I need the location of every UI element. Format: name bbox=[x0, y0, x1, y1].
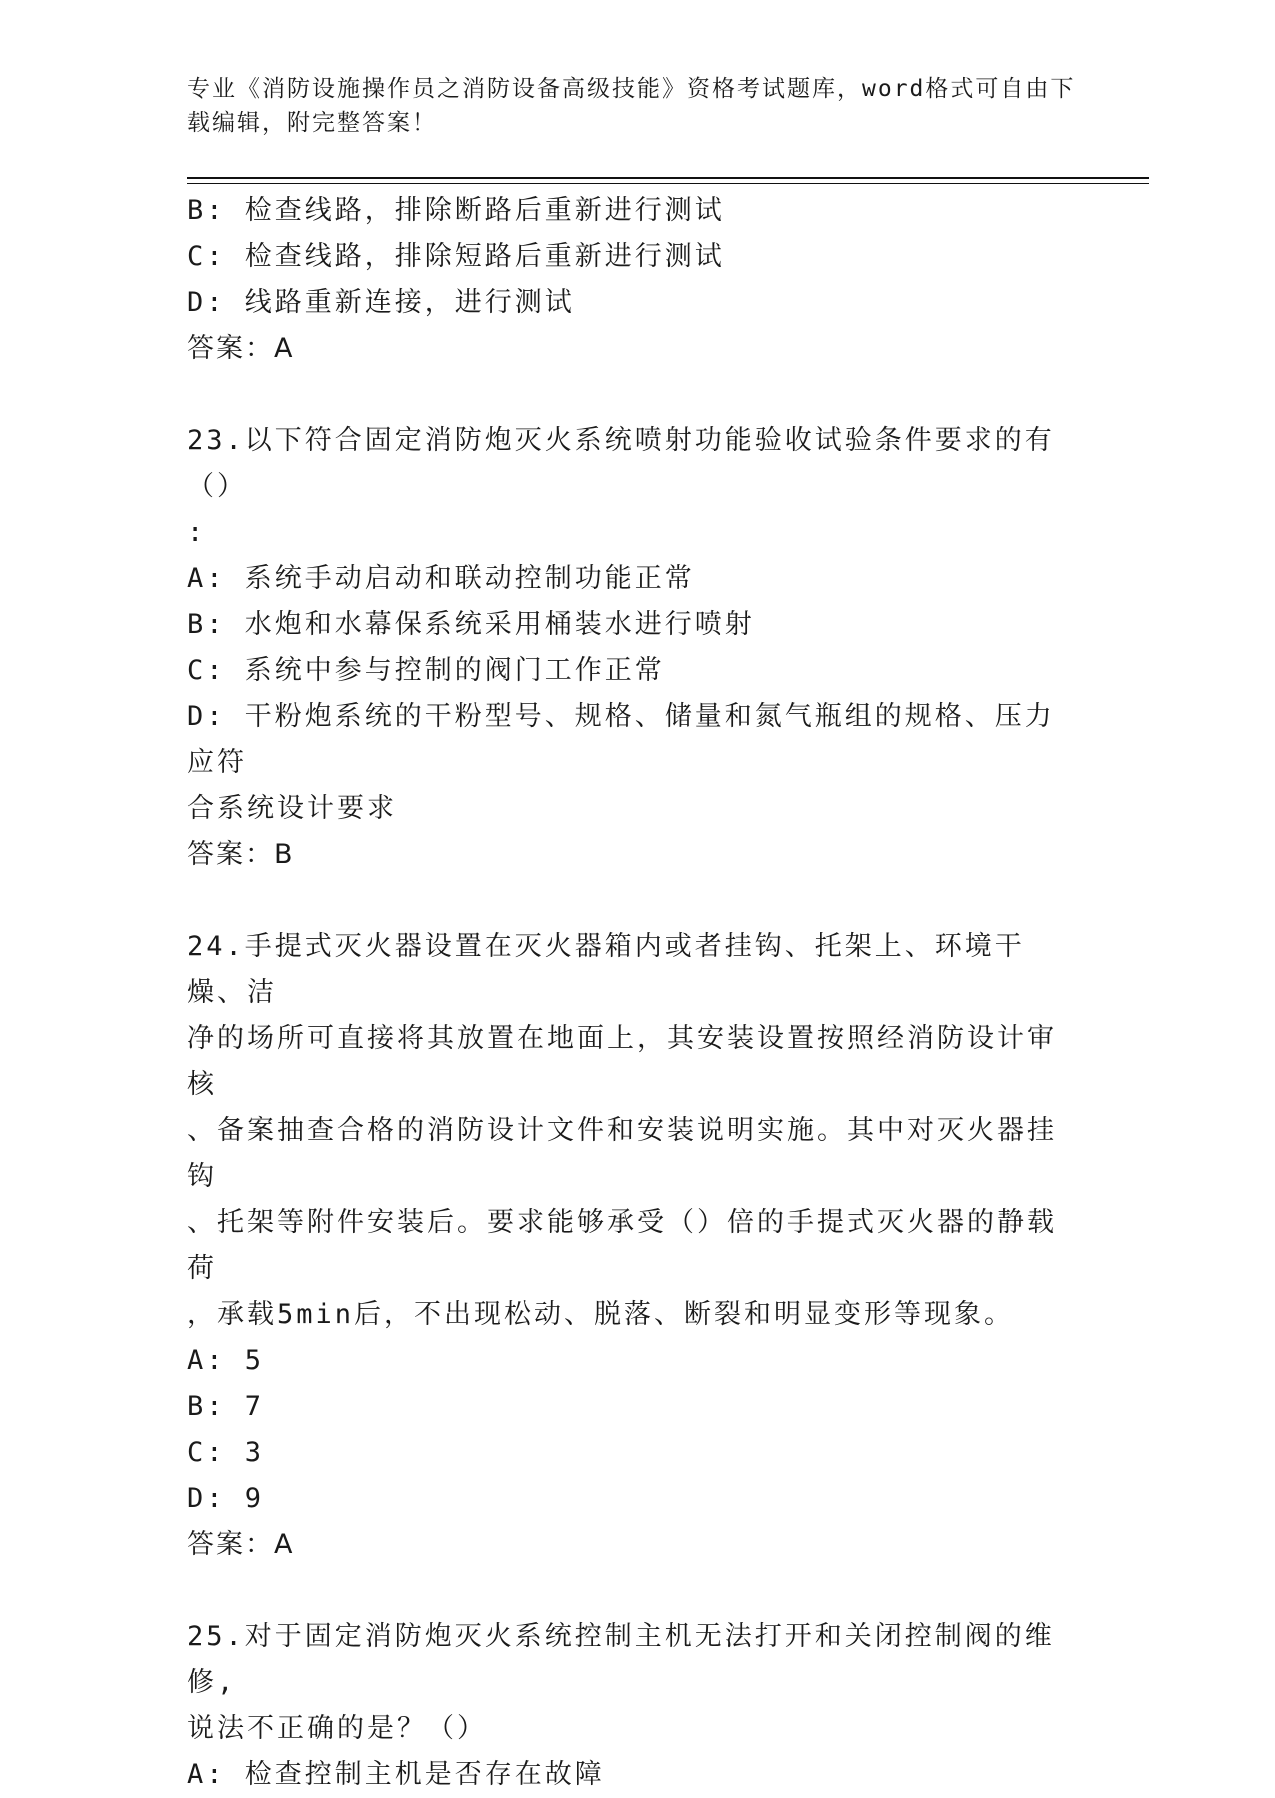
question-stem-line: ，承载5min后，不出现松动、脱落、断裂和明显变形等现象。 bbox=[187, 1299, 1015, 1330]
question-stem-line: 23.以下符合固定消防炮灭火系统喷射功能验收试验条件要求的有（） bbox=[187, 425, 1055, 502]
answer-label: 答案：A bbox=[187, 1529, 295, 1560]
question-stem-line: 、备案抽查合格的消防设计文件和安装说明实施。其中对灭火器挂钩 bbox=[187, 1115, 1057, 1192]
option-b: B: 水炮和水幕保系统采用桶装水进行喷射 bbox=[187, 609, 755, 640]
option-a: A: 5 bbox=[187, 1345, 265, 1376]
question-stem-line: 24.手提式灭火器设置在灭火器箱内或者挂钩、托架上、环境干燥、洁 bbox=[187, 931, 1025, 1008]
question-content bbox=[187, 188, 1077, 1798]
question-stem-line: : bbox=[187, 517, 207, 548]
header-line-1: 专业《消防设施操作员之消防设备高级技能》资格考试题库，word格式可自由下 bbox=[187, 76, 1076, 102]
answer-label: 答案：B bbox=[187, 839, 295, 870]
spacer bbox=[187, 1568, 1077, 1614]
option-c: C: 检查线路，排除短路后重新进行测试 bbox=[187, 241, 725, 272]
option-d: D: 线路重新连接，进行测试 bbox=[187, 287, 575, 318]
option-a: A: 系统手动启动和联动控制功能正常 bbox=[187, 563, 695, 594]
option-b: B: 7 bbox=[187, 1391, 265, 1422]
question-stem-line: 、托架等附件安装后。要求能够承受（）倍的手提式灭火器的静载荷 bbox=[187, 1207, 1057, 1284]
answer-label: 答案：A bbox=[187, 333, 295, 364]
question-stem-line: 净的场所可直接将其放置在地面上，其安装设置按照经消防设计审核 bbox=[187, 1023, 1057, 1100]
spacer bbox=[187, 878, 1077, 924]
question-23 bbox=[187, 418, 1077, 878]
option-a: A: 检查控制主机是否存在故障 bbox=[187, 1759, 605, 1790]
question-25 bbox=[187, 1614, 1077, 1798]
option-b: B: 检查线路，排除断路后重新进行测试 bbox=[187, 195, 725, 226]
option-c: C: 系统中参与控制的阀门工作正常 bbox=[187, 655, 665, 686]
header-divider-thick bbox=[187, 177, 1149, 179]
option-d: D: 9 bbox=[187, 1483, 265, 1514]
question-22-remainder bbox=[187, 188, 1077, 372]
question-stem-line: 25.对于固定消防炮灭火系统控制主机无法打开和关闭控制阀的维修, bbox=[187, 1621, 1055, 1698]
spacer bbox=[187, 372, 1077, 418]
option-c: C: 3 bbox=[187, 1437, 265, 1468]
header-divider-thin bbox=[187, 183, 1149, 184]
option-d-continued: 合系统设计要求 bbox=[187, 793, 397, 824]
page-header bbox=[187, 72, 1077, 140]
header-line-2: 载编辑，附完整答案！ bbox=[187, 110, 437, 136]
option-d: D: 干粉炮系统的干粉型号、规格、储量和氮气瓶组的规格、压力应符 bbox=[187, 701, 1055, 778]
question-24 bbox=[187, 924, 1077, 1568]
question-stem-line: 说法不正确的是？（） bbox=[187, 1713, 487, 1744]
